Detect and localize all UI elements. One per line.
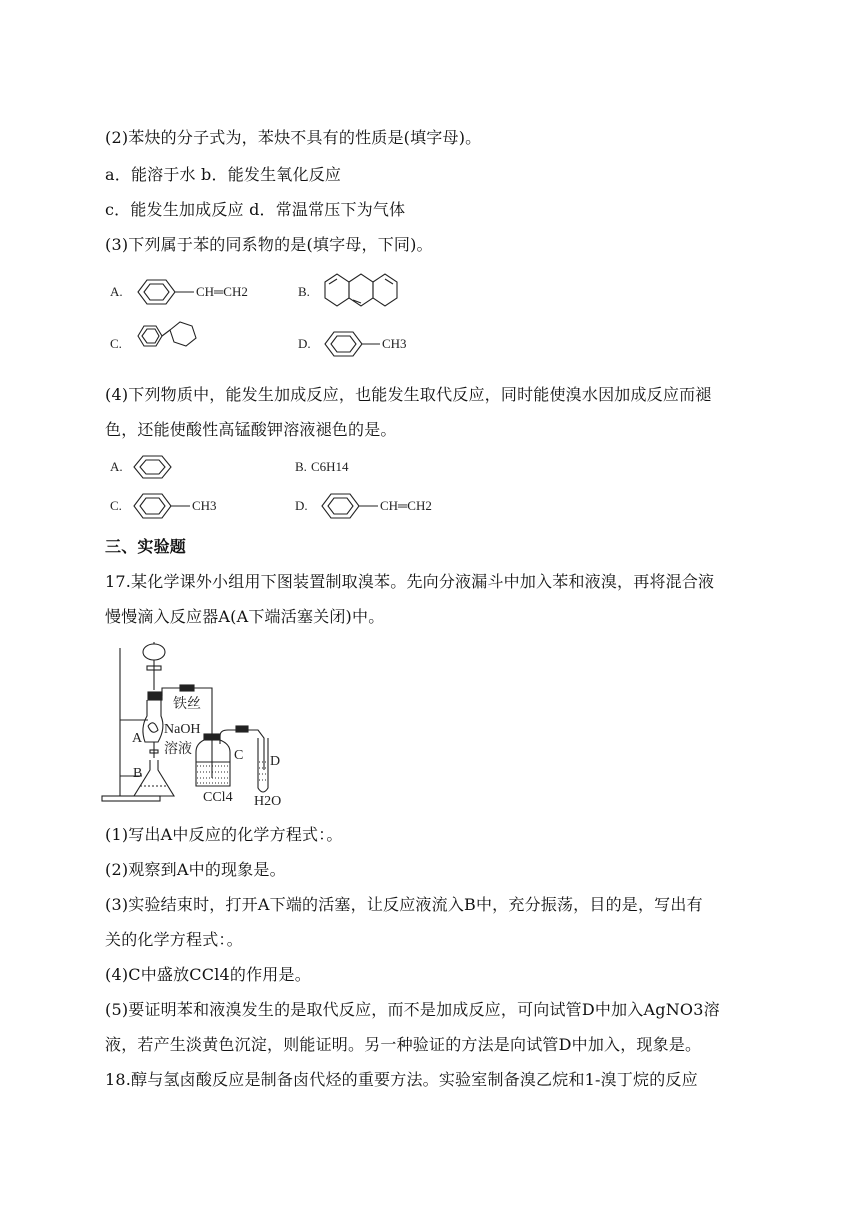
q16-part4-stem-line1: (4)下列物质中，能发生加成反应，也能发生取代反应，同时能使溴水因加成反应而褪 [105, 385, 712, 404]
flask-b-label: B [133, 766, 143, 781]
choice-b-letter: B. [295, 459, 307, 474]
choice-d-letter: D. [298, 336, 311, 351]
benzene-ring-icon [322, 494, 359, 518]
q16-part2-options-cd [105, 200, 405, 220]
option-d: d．常温常压下为气体 [249, 200, 406, 219]
choice-a-letter: A. [110, 459, 123, 474]
q16-part4-structures [100, 450, 460, 525]
q17-sub1: (1)写出A中反应的化学方程式：。 [105, 825, 343, 844]
q16-part2-options-ab [105, 165, 341, 185]
choice-a-group: CH═CH2 [196, 284, 248, 299]
bottle-c-label: C [234, 748, 244, 763]
choice-d-letter: D. [295, 498, 308, 513]
choice-c-letter: C. [110, 336, 122, 351]
section-heading: 三、实验题 [105, 537, 187, 556]
choice-d-group: CH═CH2 [380, 498, 432, 513]
ccl4-label: CCl4 [203, 790, 233, 805]
q17-sub3-line2: 关的化学方程式：。 [105, 930, 243, 949]
choice-b-formula: C6H14 [311, 459, 349, 474]
q17-sub4: (4)C中盛放CCl4的作用是。 [105, 965, 311, 984]
q17-sub3-line1: (3)实验结束时，打开A下端的活塞，让反应液流入B中，充分振荡，目的是，写出有 [105, 895, 703, 914]
benzene-ring-icon [325, 332, 362, 356]
iron-wire-label: 铁丝 [173, 697, 201, 712]
option-c: c．能发生加成反应 [105, 200, 244, 219]
benzene-ring-icon [134, 456, 171, 478]
option-b: b．能发生氧化反应 [201, 165, 342, 184]
biphenyl-icon [138, 322, 196, 346]
choice-d-group: CH3 [382, 336, 407, 351]
benzene-ring-icon [138, 280, 175, 304]
apparatus-diagram [100, 638, 280, 813]
benzene-ring-icon [134, 494, 171, 518]
q17-stem-line1: 17.某化学课外小组用下图装置制取溴苯。先向分液漏斗中加入苯和液溴，再将混合液 [105, 572, 715, 591]
anthracene-icon [325, 274, 397, 306]
q17-sub5-line2: 液，若产生淡黄色沉淀，则能证明。另一种验证的方法是向试管D中加入，现象是。 [105, 1035, 702, 1054]
option-a: a．能溶于水 [105, 165, 196, 184]
q16-part2-stem: (2)苯炔的分子式为，苯炔不具有的性质是(填字母)。 [105, 128, 482, 147]
naoh-label: NaOH [164, 722, 201, 737]
h2o-label: H2O [254, 794, 282, 809]
q17-sub5-line1: (5)要证明苯和液溴发生的是取代反应，而不是加成反应，可向试管D中加入AgNO3溶 [105, 1000, 720, 1019]
q17-sub2: (2)观察到A中的现象是。 [105, 860, 286, 879]
q18-stem-line1: 18.醇与氢卤酸反应是制备卤代烃的重要方法。实验室制备溴乙烷和1-溴丁烷的反应 [105, 1070, 698, 1089]
choice-c-group: CH3 [192, 498, 217, 513]
choice-c-letter: C. [110, 498, 122, 513]
reactor-a-label: A [132, 731, 143, 746]
q16-part4-stem-line2: 色，还能使酸性高锰酸钾溶液褪色的是。 [105, 420, 397, 439]
q16-part3-stem: (3)下列属于苯的同系物的是(填字母，下同)。 [105, 235, 433, 254]
q17-stem-line2: 慢慢滴入反应器A(A下端活塞关闭)中。 [105, 607, 385, 626]
choice-b-letter: B. [298, 284, 310, 299]
tube-d-label: D [270, 754, 281, 769]
q16-part3-structures [100, 262, 440, 362]
choice-a-letter: A. [110, 284, 123, 299]
solution-label: 溶液 [164, 742, 192, 757]
